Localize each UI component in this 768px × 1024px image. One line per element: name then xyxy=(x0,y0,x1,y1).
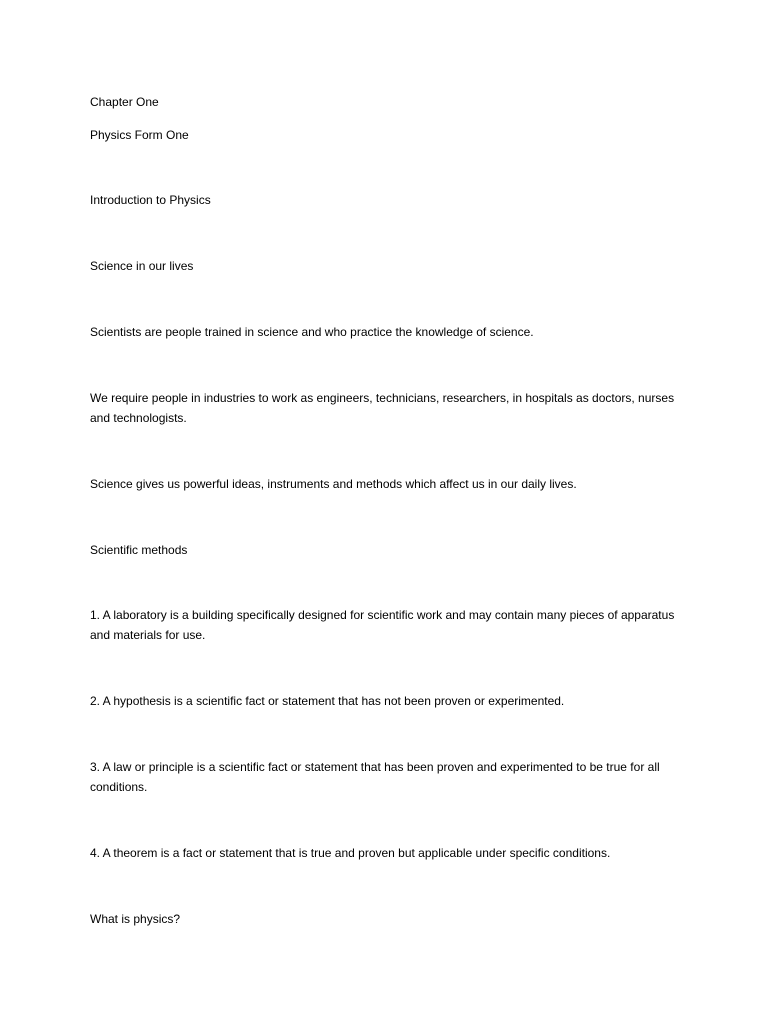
list-item: 3. A law or principle is a scientific fact or statement that has been proven and experimented to be true for all conditions. xyxy=(90,760,660,794)
paragraph: Scientists are people trained in science and who practice the knowledge of science. xyxy=(90,325,534,339)
section-heading: Science in our lives xyxy=(90,259,194,273)
list-item: 1. A laboratory is a building specifically designed for scientific work and may contain many pieces of apparatus and materials for use. xyxy=(90,608,675,642)
list-item: 4. A theorem is a fact or statement that is true and proven but applicable under specific conditions. xyxy=(90,846,611,860)
subject-heading: Physics Form One xyxy=(90,128,189,142)
section-heading: What is physics? xyxy=(90,912,181,926)
paragraph: Science gives us powerful ideas, instruments and methods which affect us in our daily lives. xyxy=(90,477,577,491)
list-item: 2. A hypothesis is a scientific fact or statement that has not been proven or experimented. xyxy=(90,694,565,708)
section-heading: Scientific methods xyxy=(90,543,188,557)
paragraph: We require people in industries to work as engineers, technicians, researchers, in hospitals as doctors, nurses and technologists. xyxy=(90,391,675,425)
chapter-heading: Chapter One xyxy=(90,95,159,109)
topic-heading: Introduction to Physics xyxy=(90,193,211,207)
